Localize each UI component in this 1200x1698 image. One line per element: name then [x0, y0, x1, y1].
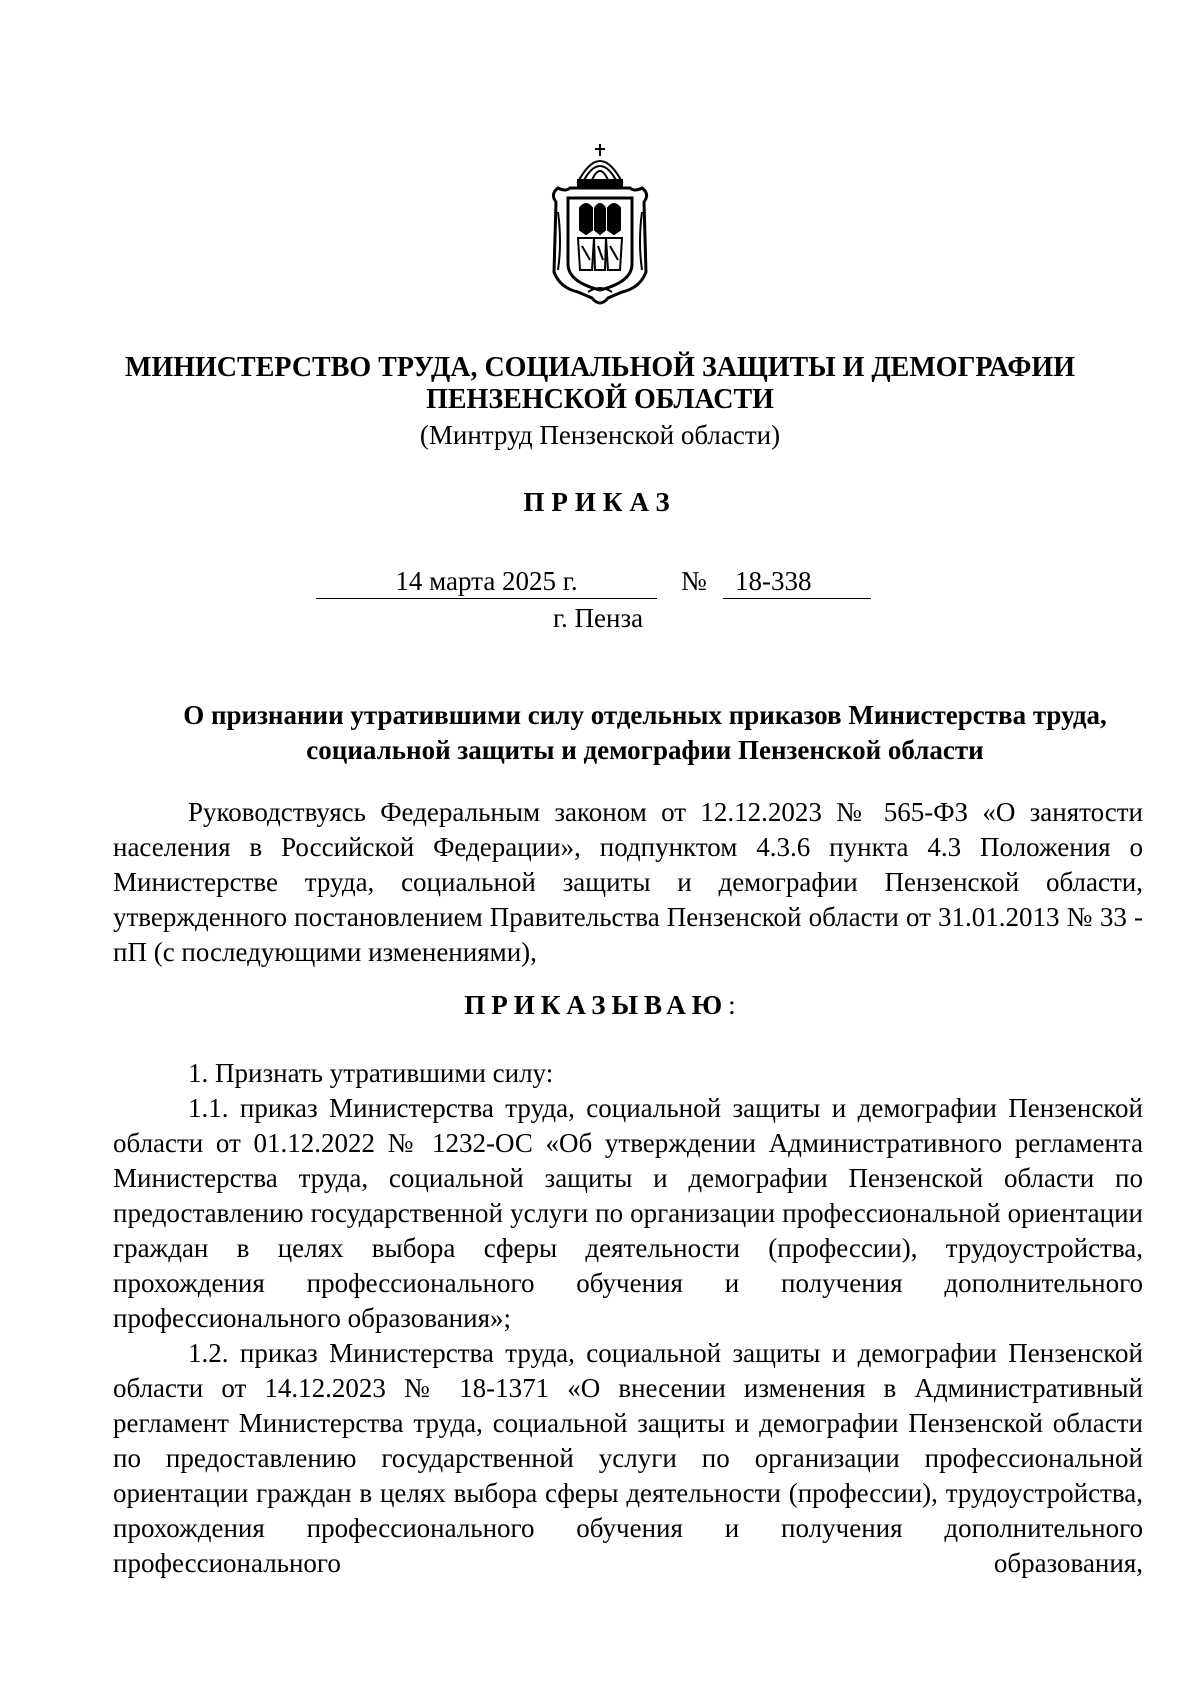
date-number-row	[0, 564, 1200, 600]
order-subject-line1: О признании утратившими силу отдельных приказов Министерства труда,	[183, 700, 1107, 730]
ministry-name	[100, 352, 1100, 416]
ministry-name-line1: МИНИСТЕРСТВО ТРУДА, СОЦИАЛЬНОЙ ЗАЩИТЫ И ДЕМОГРАФИИ	[125, 352, 1075, 383]
ministry-short-name: (Минтруд Пензенской области)	[419, 420, 781, 450]
item-1-1: 1.1. приказ Министерства труда, социальной защиты и демографии Пензенской области от 01.12.2022 № 1232-ОС «Об утверждении Административного регламента Министерства труда, социальной защиты и демографии Пензенской области по предоставлению государственной услуги по организации профессиональной ориентации граждан в целях выбора сферы деятельности (профессии), трудоустройства, прохождения профессионального обучения и получения дополнительного профессионального образования»;	[113, 1093, 1143, 1333]
order-items	[113, 1056, 1143, 1581]
order-date: 14 марта 2025 г.	[316, 564, 657, 599]
ministry-name-line2: ПЕНЗЕНСКОЙ ОБЛАСТИ	[426, 384, 774, 415]
document-type: ПРИКАЗ	[523, 487, 677, 517]
order-subject	[150, 698, 1140, 768]
order-directive-word: ПРИКАЗЫВАЮ	[464, 990, 729, 1020]
preamble-paragraph: Руководствуясь Федеральным законом от 12.12.2023 № 565-ФЗ «О занятости населения в Российской Федерации», подпунктом 4.3.6 пункта 4.3 Положения о Министерстве труда, социальной защиты и демографии Пензенской области, утвержденного постановлением Правительства Пензенской области от 31.01.2013 № 33 - пП (с последующими изменениями),	[113, 797, 1143, 967]
order-directive	[100, 988, 1100, 1023]
item-1-2: 1.2. приказ Министерства труда, социальной защиты и демографии Пензенской области от 14.12.2023 № 18-1371 «О внесении изменения в Административный регламент Министерства труда, социальной защиты и демографии Пензенской области по предоставлению государственной услуги по организации профессиональной ориентации граждан в целях выбора сферы деятельности (профессии), трудоустройства, прохождения профессионального обучения и получения дополнительного профессионального образования,	[113, 1338, 1143, 1578]
item-1: 1. Признать утратившими силу:	[188, 1058, 554, 1088]
number-sign: №	[681, 566, 707, 596]
preamble-block	[113, 795, 1143, 970]
city: г. Пенза	[553, 603, 644, 633]
order-subject-line2: социальной защиты и демографии Пензенской области	[306, 735, 984, 765]
penza-coat-of-arms-icon	[548, 142, 652, 310]
order-number: 18-338	[723, 564, 871, 599]
order-directive-colon: :	[728, 990, 736, 1020]
